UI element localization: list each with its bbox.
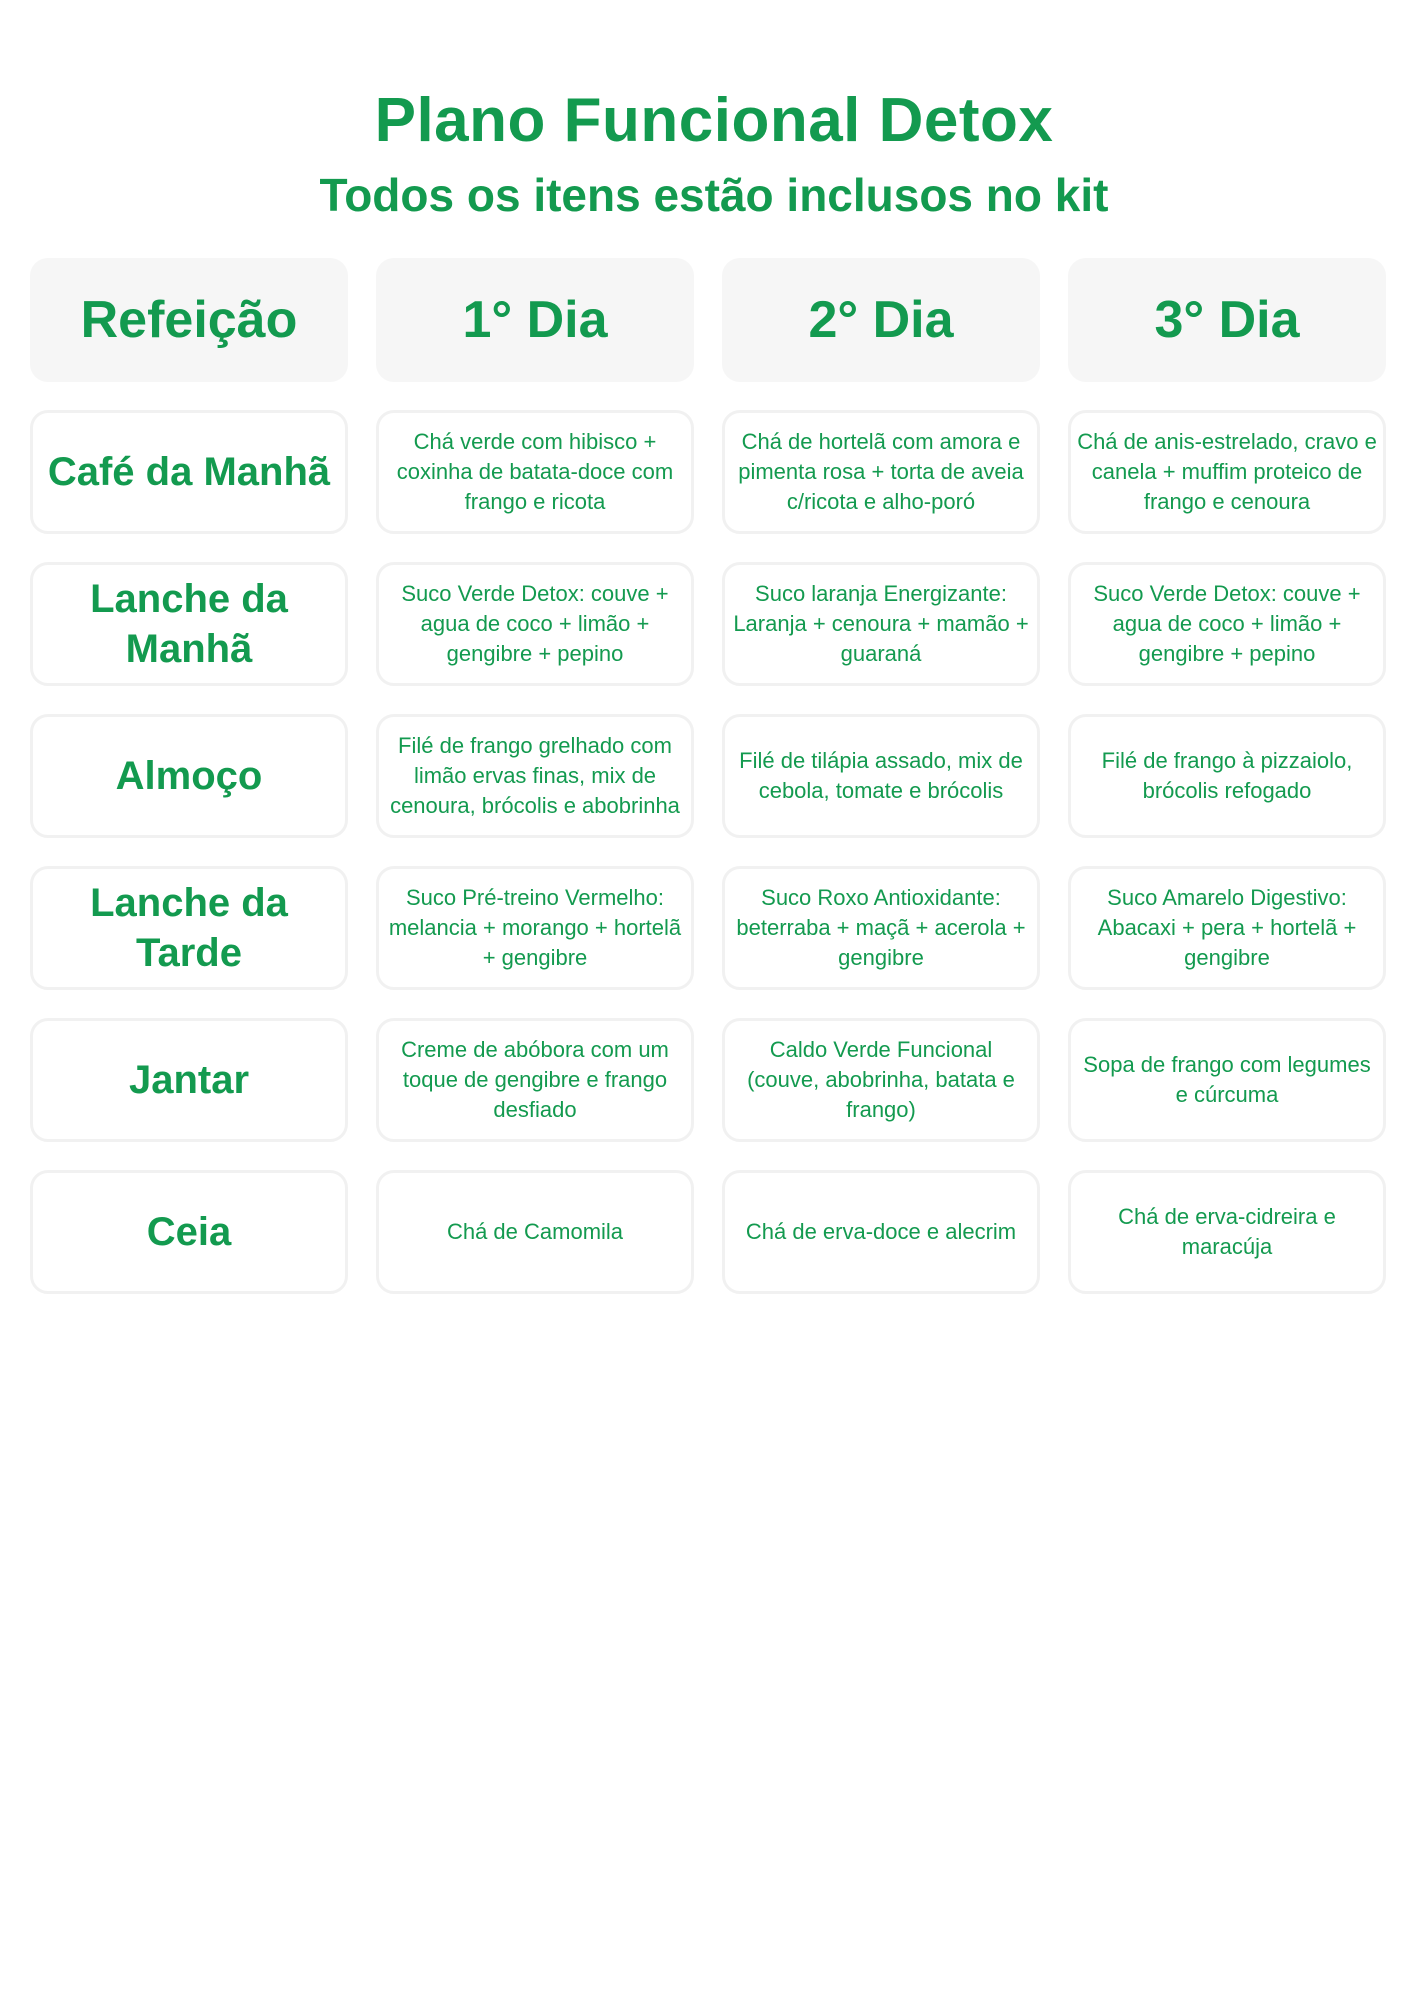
meal-cell-day-2: Suco laranja Energizante: Laranja + cenoura + mamão + guaraná [722, 562, 1040, 686]
meal-cell-day-3: Suco Amarelo Digestivo: Abacaxi + pera + hortelã + gengibre [1068, 866, 1386, 990]
meal-cell-day-2: Chá de erva-doce e alecrim [722, 1170, 1040, 1294]
header-meal: Refeição [30, 258, 348, 382]
meal-label: Café da Manhã [30, 410, 348, 534]
meal-cell-day-1: Creme de abóbora com um toque de gengibre e frango desfiado [376, 1018, 694, 1142]
meal-cell-day-3: Chá de erva-cidreira e maracúja [1068, 1170, 1386, 1294]
meal-label: Almoço [30, 714, 348, 838]
meal-cell-day-1: Suco Verde Detox: couve + agua de coco + limão + gengibre + pepino [376, 562, 694, 686]
meal-label: Ceia [30, 1170, 348, 1294]
meal-cell-day-3: Filé de frango à pizzaiolo, brócolis refogado [1068, 714, 1386, 838]
meal-cell-day-3: Chá de anis-estrelado, cravo e canela + muffim proteico de frango e cenoura [1068, 410, 1386, 534]
meal-label: Lanche da Manhã [30, 562, 348, 686]
header-day-3: 3° Dia [1068, 258, 1386, 382]
meal-cell-day-3: Suco Verde Detox: couve + agua de coco + limão + gengibre + pepino [1068, 562, 1386, 686]
meal-cell-day-2: Caldo Verde Funcional (couve, abobrinha, batata e frango) [722, 1018, 1040, 1142]
meal-cell-day-3: Sopa de frango com legumes e cúrcuma [1068, 1018, 1386, 1142]
meal-label: Jantar [30, 1018, 348, 1142]
header-day-1: 1° Dia [376, 258, 694, 382]
meal-cell-day-1: Filé de frango grelhado com limão ervas finas, mix de cenoura, brócolis e abobrinha [376, 714, 694, 838]
meal-cell-day-2: Chá de hortelã com amora e pimenta rosa + torta de aveia c/ricota e alho-poró [722, 410, 1040, 534]
meal-plan-table [30, 258, 1386, 1294]
meal-cell-day-2: Suco Roxo Antioxidante: beterraba + maçã + acerola + gengibre [722, 866, 1040, 990]
page-subtitle: Todos os itens estão inclusos no kit [319, 169, 1109, 221]
header-day-2: 2° Dia [722, 258, 1040, 382]
meal-cell-day-1: Suco Pré-treino Vermelho: melancia + morango + hortelã + gengibre [376, 866, 694, 990]
page-title: Plano Funcional Detox [374, 86, 1054, 155]
meal-cell-day-2: Filé de tilápia assado, mix de cebola, tomate e brócolis [722, 714, 1040, 838]
meal-label: Lanche da Tarde [30, 866, 348, 990]
meal-cell-day-1: Chá de Camomila [376, 1170, 694, 1294]
meal-cell-day-1: Chá verde com hibisco + coxinha de batata-doce com frango e ricota [376, 410, 694, 534]
